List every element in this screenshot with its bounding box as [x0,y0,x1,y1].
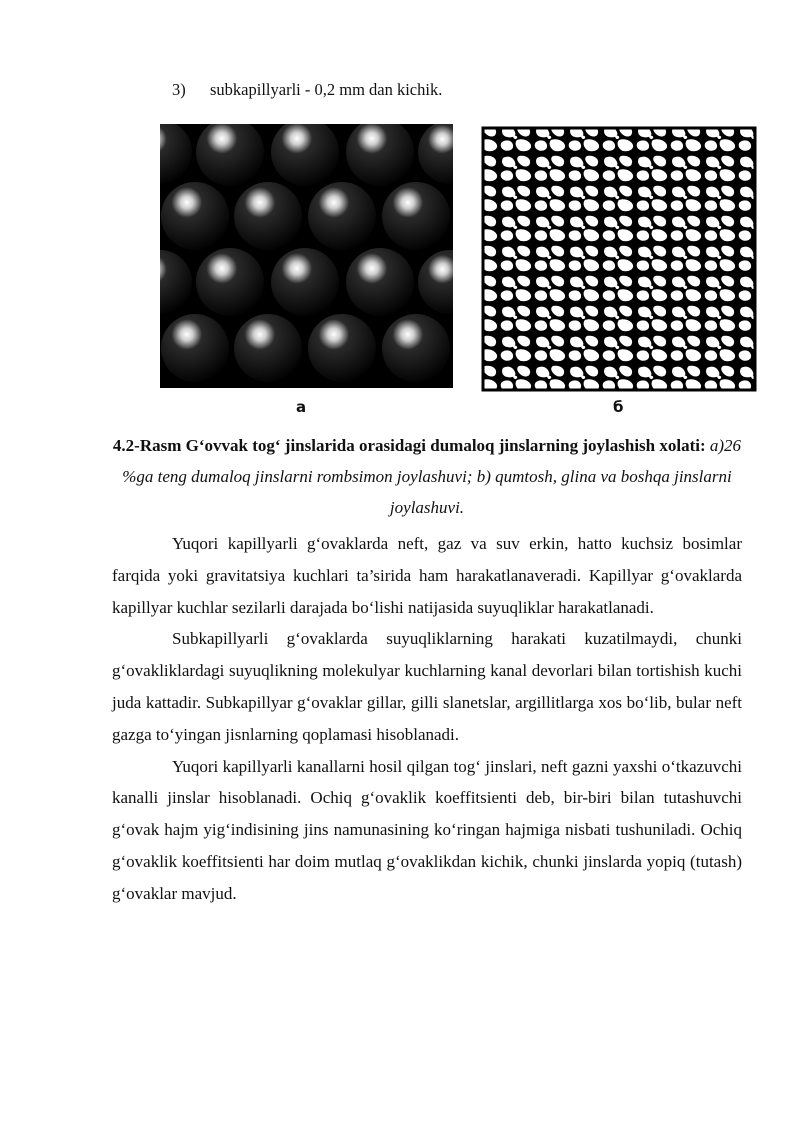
paragraph: Yuqori kapillyarli g‘ovaklarda neft, gaz va suv erkin, hatto kuchsiz bosimlar farqida yoki gravitatsiya kuchlari ta’sirida ham harakatlanaveradi. Kapillyar g‘ovaklarda kapillyar kuchlar sezilarli darajada bo‘lishi natijasida suyuqliklar harakatlanadi. [112,534,742,617]
list-item-3 [172,79,442,101]
caption-description: a)26 %ga teng dumaloq jinslarni rombsimon joylashuvi; b) qumtosh, glina va boshqa jinslarni joylashuvi. [122,436,742,517]
figure-pore-packing [160,124,760,424]
sandstone-grain-texture [483,128,755,390]
figure-label-a: a [296,398,307,416]
list-text: subkapillyarli - 0,2 mm dan kichik. [210,80,443,99]
figure-caption [112,430,742,523]
figure-label-b: б [613,398,624,416]
list-number: 3) [172,80,186,99]
body-text [112,528,742,910]
paragraph: Yuqori kapillyarli kanallarni hosil qilgan tog‘ jinslari, neft gazni yaxshi o‘tkazuvchi kanalli jinslar hisoblanadi. Ochiq g‘ovaklik koeffitsienti deb, bir-biri bilan tutashuvchi g‘ovak hajm yig‘indisining jins namunasining ko‘ringan hajmiga nisbati tushuniladi. Ochiq g‘ovaklik koeffitsienti har doim mutlaq g‘ovaklikdan kichik, chunki jinslarda yopiq (tutash) g‘ovaklar mavjud. [112,756,742,903]
rhombic-packing-spheres [160,124,482,388]
figure-illustration [160,124,760,424]
caption-title: 4.2-Rasm G‘ovvak tog‘ jinslarida orasidagi dumaloq jinslarning joylashish xolati: [112,436,706,455]
paragraph: Subkapillyarli g‘ovaklarda suyuqliklarning harakati kuzatilmaydi, chunki g‘ovakliklardagi suyuqlikning molekulyar kuchlarning kanal devorlari bilan tortishish kuchi juda kattadir. Subkapillyar g‘ovaklar gillar, gilli slanetslar, argillitlarga xos bo‘lib, bular neft gazga to‘yingan jisnlarning qoplamasi hisoblanadi. [112,629,742,744]
